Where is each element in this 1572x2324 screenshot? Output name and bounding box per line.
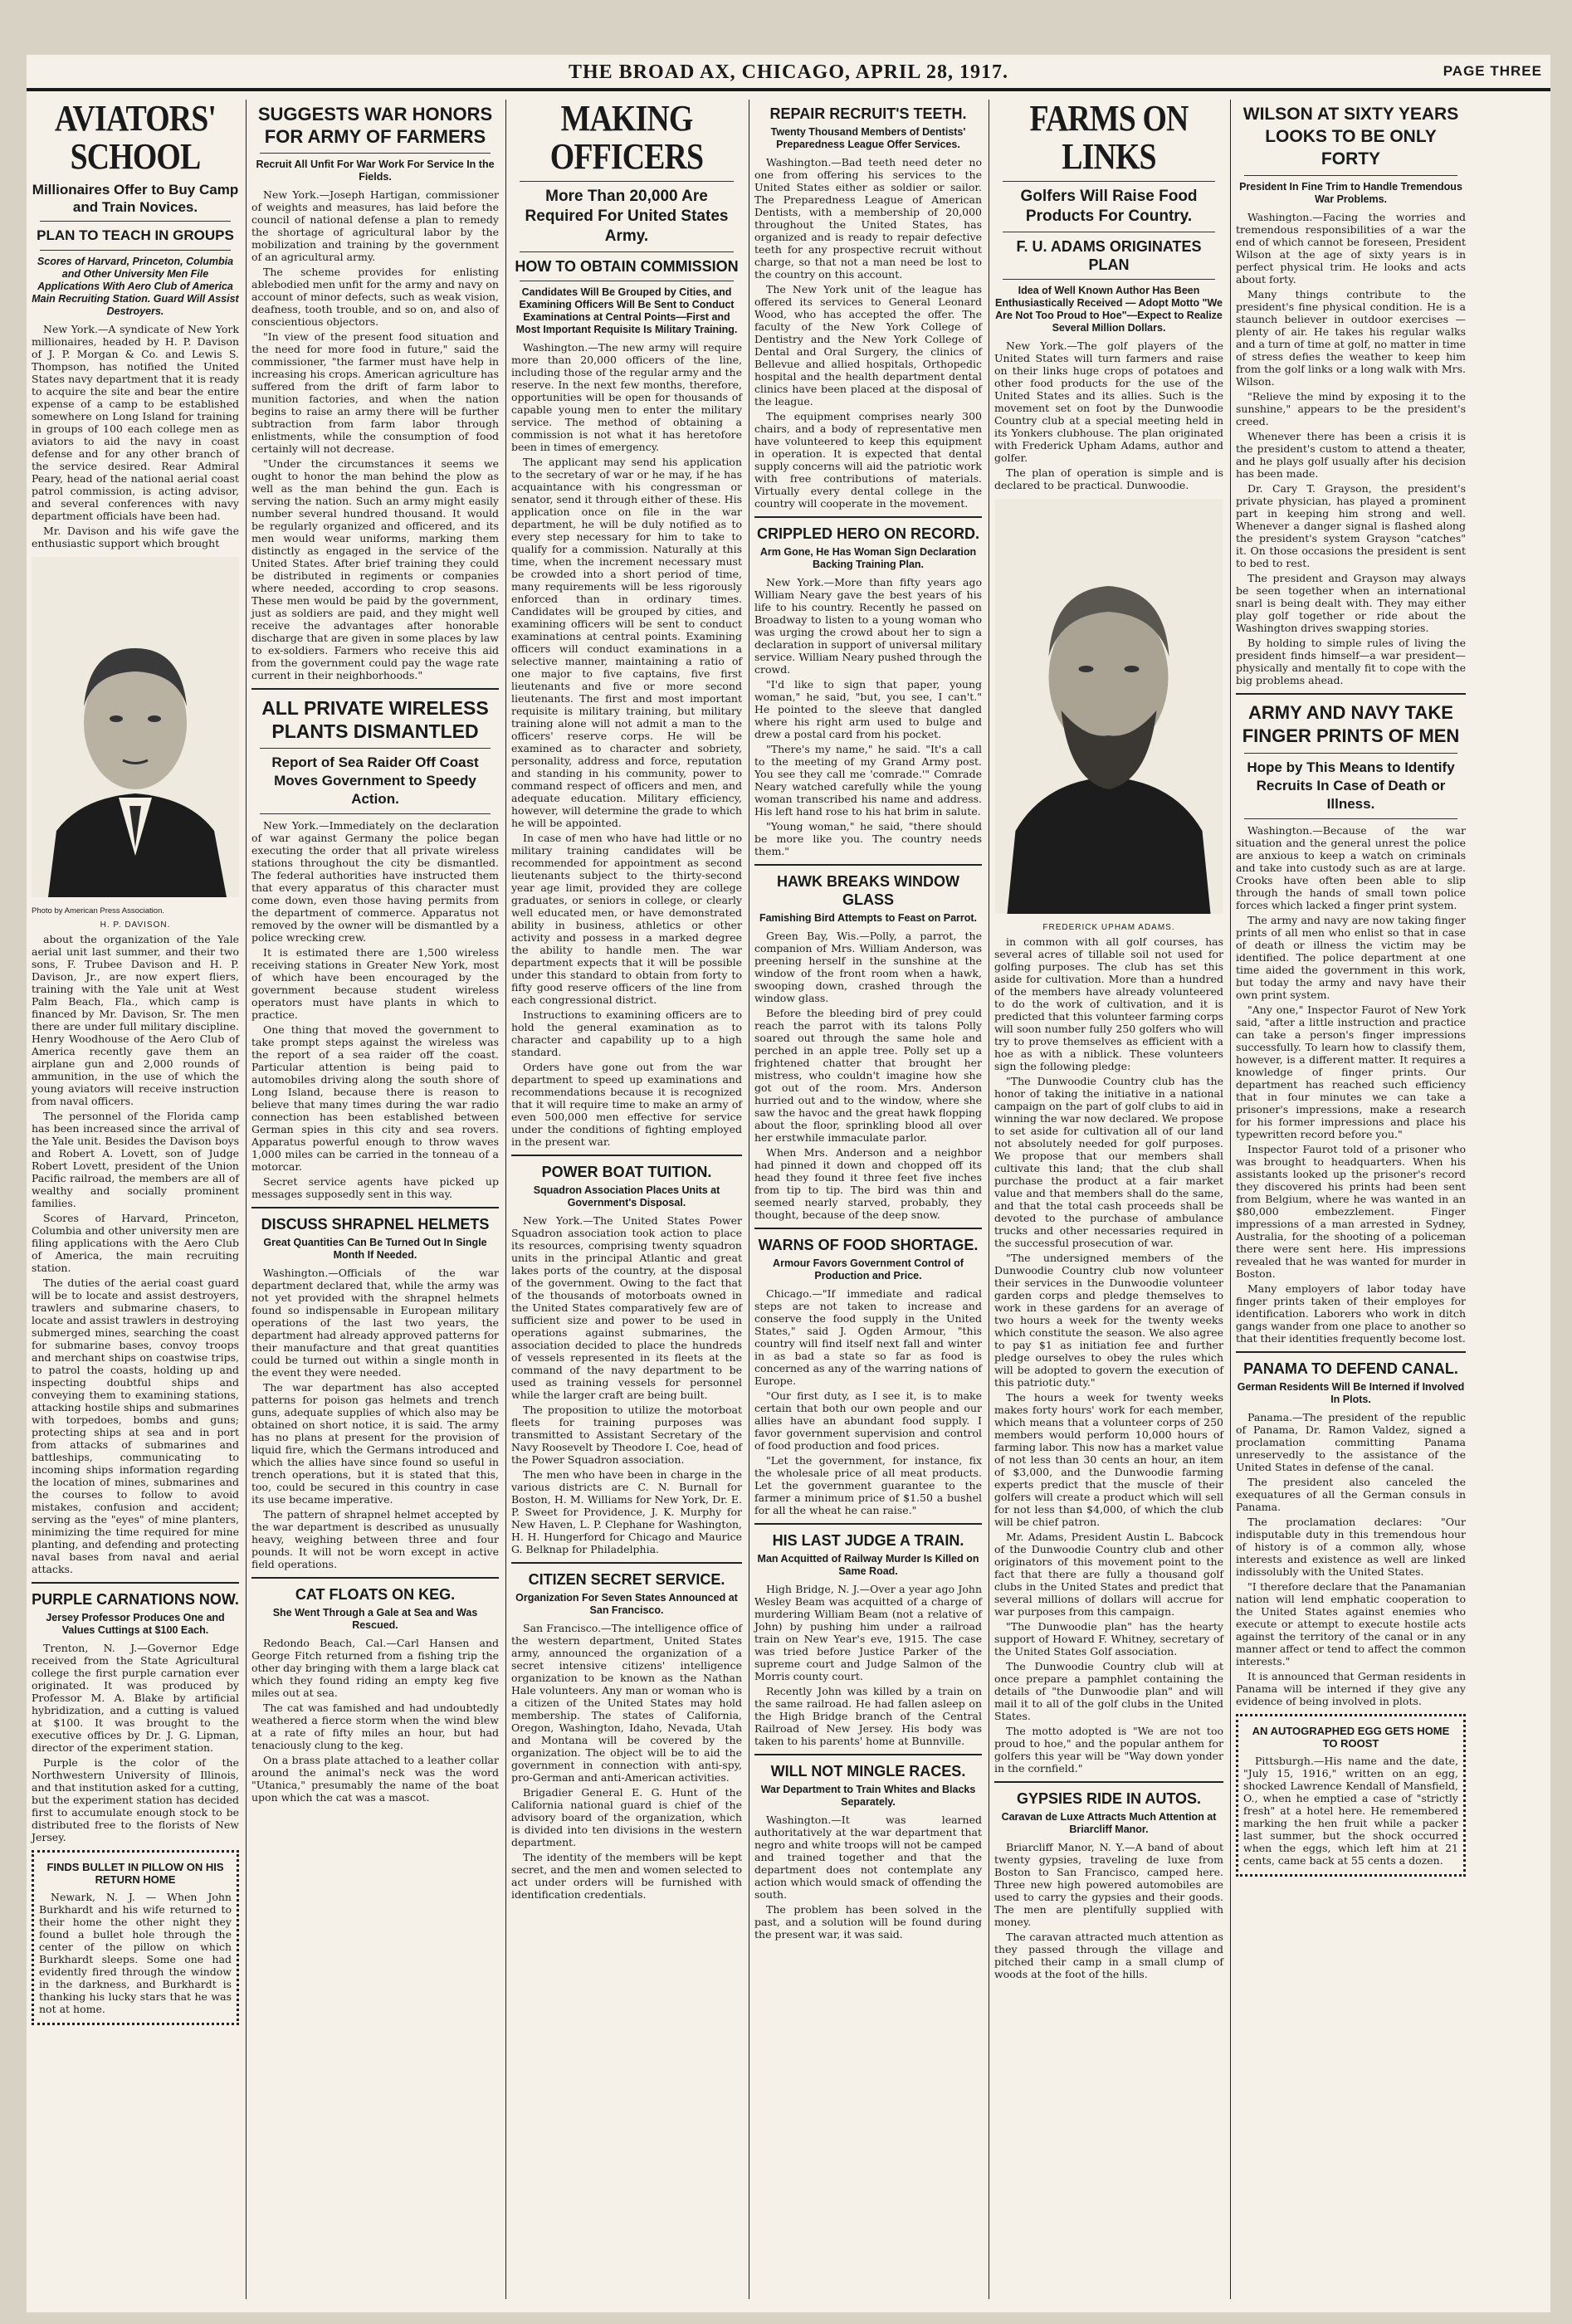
paragraph: The New York unit of the league has offered its services to General Leonard Wood, who has accepted the offer. The faculty of the New York College of Dentistry and the New York College of Dental and Oral Surgery, the clinics of Bellevue and allied hospitals, Orthopedic hospital and the health department dental clinics have been placed at the disposal of the league.	[754, 283, 982, 408]
deck-carnations: Jersey Professor Produces One and Values Cuttings at $100 Each.	[46, 1612, 225, 1636]
paragraph: In case of men who have had little or no military training candidates will be recommended for appointment as second lieutenants subject to the thirty-second year age limit, provided they are college graduates, or seniors in college, or clearly well educated men, or have demonstrated ability in business, athletics or other activity and possess in a marked degree the ability to handle men. The war department expects that it will be possible under this standard to obtain from forty to fifty good reserve officers of the line from each congressional district.	[511, 832, 742, 1006]
headline-farms-links: FARMS ON LINKS	[1029, 100, 1189, 177]
autographed-egg-box	[1236, 1714, 1466, 1877]
paragraph: The cat was famished and had undoubtedly weathered a fierce storm when the wind blew at a rate of fifty miles an hour, but had tenaciously clung to the keg.	[251, 1702, 499, 1751]
paragraph: San Francisco.—The intelligence office of the western department, United States army, announced the organization of a secret intensive citizens' intelligence organization to be known as the Nathan Hale volunteers. Any man or woman who is a citizen of the United States may hold membership. The states of California, Oregon, Washington, Idaho, Nevada, Utah and Montana will be covered by the organization. The object will be to aid the government in connection with anti-spy, pro-German and anti-American activities.	[511, 1622, 742, 1784]
column-1	[27, 100, 244, 2299]
paragraph: The pattern of shrapnel helmet accepted by the war department is described as unusually heavy, weighing between three and four pounds. It will not be worn except in active field operations.	[251, 1508, 499, 1570]
headline-power-boat: POWER BOAT TUITION.	[541, 1164, 712, 1180]
paragraph: Scores of Harvard, Princeton, Columbia and other university men are filing applications with the Aero Club of America, the main recruiting station.	[32, 1212, 239, 1274]
subhead-golfers: Golfers Will Raise Food Products For Country.	[1020, 188, 1198, 225]
paragraph: The plan of operation is simple and is declared to be practical. Dunwoodie.	[994, 466, 1223, 491]
deck-wilson: President In Fine Trim to Handle Tremendous War Problems.	[1239, 181, 1462, 205]
deck-farms-links: Idea of Well Known Author Has Been Enthusiastically Received — Adopt Motto "We Are Not Too Proud to Hoe"—Expect to Realize Several Million Dollars.	[994, 285, 1223, 334]
headline-mingle-races: WILL NOT MINGLE RACES.	[770, 1763, 966, 1780]
subhead-officers: More Than 20,000 Are Required For United States Army.	[525, 188, 729, 245]
masthead	[27, 61, 1550, 86]
divider	[1244, 753, 1457, 754]
deck-last-judge: Man Acquitted of Railway Murder Is Killed on Same Road.	[757, 1553, 979, 1577]
column-6	[1230, 100, 1471, 2299]
paragraph: Chicago.—"If immediate and radical steps are not taken to increase and conserve the food supply in the United States," said J. Ogden Armour, "this country will find itself next fall and winter in as bad a state so far as food is concerned as any of the warring nations of Europe.	[754, 1287, 982, 1387]
paragraph: "The Dunwoodie plan" has the hearty support of Howard F. Whitney, secretary of the United States Golf association.	[994, 1620, 1223, 1658]
paragraph: Pittsburgh.—His name and the date, "July 15, 1916," written on an egg, shocked Lawrence Kendall of Mansfield, O., when he emptied a case of "strictly fresh" at a hotel here. He remembered marking the hen fruit while a packer last summer, but the shock occurred when the eggs, which left him at 21 cents, came back at 55 cents a dozen.	[1243, 1755, 1458, 1867]
headline-gypsies: GYPSIES RIDE IN AUTOS.	[1016, 1790, 1202, 1807]
deck-cat: She Went Through a Gale at Sea and Was Rescued.	[272, 1607, 478, 1631]
paragraph: Trenton, N. J.—Governor Edge received from the State Agricultural college the first purple carnation ever originated. It was produced by Professor M. A. Blake by artificial hybridization, and a cutting is valued at $100. It was brought to the executive offices by Dr. J. G. Lipman, director of the experiment station.	[32, 1642, 239, 1754]
davison-portrait-photo	[32, 557, 239, 897]
subhead-adams: F. U. ADAMS ORIGINATES PLAN	[1016, 238, 1202, 273]
paragraph: Newark, N. J. — When John Burkhardt and his wife returned to their home the other night they found a bullet hole through the center of the pillow on which Burkhardt sleeps. Some one had evidently fired through the window in the darkness, and Burkhardt is thanking his lucky stars that he was not at home.	[39, 1891, 232, 2015]
paragraph: Mr. Davison and his wife gave the enthusiastic support which brought	[32, 525, 239, 549]
deck-panama: German Residents Will Be Interned if Involved In Plots.	[1237, 1381, 1465, 1405]
deck-hawk: Famishing Bird Attempts to Feast on Parrot.	[759, 912, 978, 924]
headline-secret-service: CITIZEN SECRET SERVICE.	[528, 1571, 725, 1588]
divider	[32, 1582, 239, 1584]
headline-finger-prints: ARMY AND NAVY TAKE FINGER PRINTS OF MEN	[1242, 702, 1460, 746]
divider	[994, 1781, 1223, 1783]
paragraph: Panama.—The president of the republic of Panama, Dr. Ramon Valdez, signed a proclamation committing Panama unreservedly to the assistance of the United States in defense of the canal.	[1236, 1411, 1466, 1473]
photo-credit: Photo by American Press Association.	[32, 906, 164, 915]
deck-officers: Candidates Will Be Grouped by Cities, and Examining Officers Will Be Sent to Conduct Examinations at Central Points—First and Most Important Requisite Is Military Training.	[515, 286, 738, 335]
paragraph: "The undersigned members of the Dunwoodie Country club now volunteer their services in the Dunwoodie volunteer garden corps and pledge themselves to work in these gardens for an average of two hours a week for the twenty weeks which constitute the season. We also agree to pay $1 as initiation fee and further pledge ourselves to obey the rules which will be adopted to govern the execution of this patriotic duty."	[994, 1252, 1223, 1389]
newspaper-page	[27, 55, 1550, 2312]
paragraph: Brigadier General E. G. Hunt of the California national guard is chief of the advisory board of the organization, which is divided into ten divisions in the western department.	[511, 1786, 742, 1848]
deck-wireless: Report of Sea Raider Off Coast Moves Government to Speedy Action.	[271, 754, 479, 807]
deck-crippled-hero: Arm Gone, He Has Woman Sign Declaration Backing Training Plan.	[759, 546, 977, 570]
headline-autographed-egg: AN AUTOGRAPHED EGG GETS HOME TO ROOST	[1252, 1725, 1450, 1750]
paragraph: High Bridge, N. J.—Over a year ago John Wesley Beam was acquitted of a charge of murdering William Beam (not a relative of John) by pushing him under a railroad train on New Year's eve, 1915. The case was tried before Justice Parker of the supreme court and Judge Salmon of the Morris county court.	[754, 1583, 982, 1682]
paragraph: The hours a week for twenty weeks makes forty hours' work for each member, which means that a volunteer corps of 250 members would perform 10,000 hours of farming labor. This now has a market value of not less than 30 cents an hour, an item of $3,000, and the Dunwoodie farming experts predict that the muscle of their golfers will create a product which will sell for not less than $4,000, of which the club will be chief patron.	[994, 1391, 1223, 1528]
paragraph: It is announced that German residents in Panama will be interned if they give any evidence of being involved in plots.	[1236, 1670, 1466, 1707]
deck-secret-service: Organization For Seven States Announced at San Francisco.	[515, 1592, 738, 1616]
paragraph: Before the bleeding bird of prey could reach the parrot with its talons Polly soared out through the same hole and perched in an apple tree. Polly set up a frightened chatter that brought her mistress, who couldn't imagine how she got out of the room. Mrs. Anderson hurried out and to the window, where she saw the havoc and the great hawk flopping about the floor, sprinkling blood all over her erstwhile immaculate parlor.	[754, 1007, 982, 1144]
headline-war-honors: SUGGESTS WAR HONORS FOR ARMY OF FARMERS	[257, 104, 493, 147]
paragraph: Many employers of labor today have finger prints taken of their employes for identification. Laborers who work in ditch gangs wander from one place to another so that their identities frequently become lost.	[1236, 1282, 1466, 1345]
divider	[40, 250, 231, 251]
headline-wireless: ALL PRIVATE WIRELESS PLANTS DISMANTLED	[261, 697, 489, 742]
headline-carnations: PURPLE CARNATIONS NOW.	[32, 1591, 239, 1608]
paragraph: Instructions to examining officers are to hold the general examination as to character and capability up to a high standard.	[511, 1008, 742, 1058]
paragraph: Inspector Faurot told of a prisoner who was brought to headquarters. When his assistants looked up the prisoner's record they discovered his prints had been sent from Belgium, where he was wanted in an $80,000 embezzlement. Finger impressions of a man arrested in Sydney, Australia, for the shooting of a policeman there were sent here. His impressions revealed that he was wanted for murder in Boston.	[1236, 1143, 1466, 1280]
column-4	[749, 100, 987, 2299]
divider	[1003, 181, 1215, 182]
headline-hawk: HAWK BREAKS WINDOW GLASS	[777, 873, 959, 908]
paragraph: New York.—The United States Power Squadron association took action to place its resources, comprising twenty squadron units in the principal Atlantic and great lakes ports of the country, at the disposal of the government. Owing to the fact that of the thousands of motorboats owned in the United States comparatively few are of sufficient size and power to be used in operations against submarines, the association decided to place the hundreds of vessels represented in its fleets at the command of the navy department to be used as training vessels for personnel while the larger craft are being built.	[511, 1214, 742, 1401]
paragraph: New York.—Joseph Hartigan, commissioner of weights and measures, has laid before the council of national defense a plan to remedy the shortage of agricultural labor by the mobilization and training by the government of an agricultural army.	[251, 188, 499, 263]
paragraph: The Dunwoodie Country club will at once prepare a pamphlet containing the details of "the Dunwoodie plan" and will mail it to all of the golf clubs in the United States.	[994, 1660, 1223, 1722]
adams-portrait-photo	[994, 499, 1223, 914]
deck-aviators: Scores of Harvard, Princeton, Columbia and Other University Men File Applications With Aero Club of America Main Recruiting Station. Guard Will Assist Destroyers.	[32, 256, 239, 317]
deck-war-honors: Recruit All Unfit For War Work For Service In the Fields.	[256, 159, 495, 183]
divider	[251, 1207, 499, 1208]
divider	[520, 251, 734, 252]
paragraph: Washington.—Because of the war situation and the general unrest the police are anxious to keep a watch on criminals and take into custody such as are at large. Crooks have often been able to slip through the hands of small town police forces which lacked a finger print system.	[1236, 824, 1466, 911]
headline-last-judge: HIS LAST JUDGE A TRAIN.	[772, 1532, 964, 1549]
headline-crippled-hero: CRIPPLED HERO ON RECORD.	[756, 525, 980, 542]
paragraph: "Our first duty, as I see it, is to make certain that both our own people and our allies have an abundant food supply. I favor government supervision and control of food production and food prices.	[754, 1389, 982, 1452]
paragraph: "There's my name," he said. "It's a call to the meeting of my Grand Army post. You see they call me 'comrade.'" Comrade Neary watched carefully while the young woman transcribed his name and address. His left hand rose to his hat brim in salute.	[754, 743, 982, 818]
paragraph: New York.—More than fifty years ago William Neary gave the best years of his life to his country. Recently he passed on Broadway to listen to a young woman who was urging the crowd about her to sign a declaration in support of universal military service. William Neary pushed through the crowd.	[754, 576, 982, 676]
divider	[260, 813, 491, 814]
paragraph: Orders have gone out from the war department to speed up examinations and recommendations because it is recognized that it will require time to make an army of even 500,000 men effective for service under the conditions of fighting employed in the present war.	[511, 1061, 742, 1148]
paragraph: New York.—A syndicate of New York millionaires, headed by H. P. Davison of J. P. Morgan & Co. and Lewis S. Thompson, has notified the United States navy department that it is ready to acquire the site and bear the entire expense of a camp to be established somewhere on Long Island for training in groups of 100 each college men as aviators to aid the navy in coast defense and for any other branch of the service desired. Rear Admiral Peary, head of the national aerial coast patrol commission, is acting advisor, and several conferences with navy department officials have been had.	[32, 323, 239, 522]
paragraph: "I therefore declare that the Panamanian nation will lend emphatic cooperation to the United States against enemies who execute or attempt to execute hostile acts against the territory of the canal or in any manner affect or tend to affect the common interests."	[1236, 1580, 1466, 1667]
paragraph: The personnel of the Florida camp has been increased since the arrival of the Yale unit. Besides the Davison boys and Robert A. Lovett, son of Judge Robert Lovett, president of the Union Pacific railroad, the members are all of wealthy and socially prominent families.	[32, 1110, 239, 1209]
paragraph: One thing that moved the government to take prompt steps against the wireless was the report of a sea raider off the coast. Particular attention is being paid to automobiles driving along the south shore of Long Island, because there is reason to believe that many times during the war radio connection has been established between German spies in this city and sea rovers. Apparatus powerful enough to throw waves 1,000 miles can be carried in the tonneau of a motorcar.	[251, 1023, 499, 1173]
paragraph: The army and navy are now taking finger prints of all men who enlist so that in case of death or illness the victim may be identified. The police department at one time aided the government in this work, but today the army and navy have their own print system.	[1236, 914, 1466, 1001]
column-5	[989, 100, 1228, 2299]
paragraph: The proclamation declares: "Our indisputable duty in this tremendous hour of history is of a common ally, whose interests and existence as well are linked indissolubly with the United States.	[1236, 1516, 1466, 1578]
paragraph: The identity of the members will be kept secret, and the men and women selected to act under orders will be furnished with identification credentials.	[511, 1851, 742, 1901]
paragraph: The caravan attracted much attention as they passed through the village and pitched their camp in a small clump of woods at the foot of the hills.	[994, 1931, 1223, 1980]
paragraph: The proposition to utilize the motorboat fleets for training purposes was transmitted to Assistant Secretary of the Navy Roosevelt by Theodore I. Coe, head of the Power Squadron association.	[511, 1404, 742, 1466]
divider	[260, 153, 491, 154]
paragraph: Green Bay, Wis.—Polly, a parrot, the companion of Mrs. William Anderson, was preening herself in the sunshine at the window of the front room when a hawk, swooping down, crashed through the window glass.	[754, 930, 982, 1004]
paragraph: "Under the circumstances it seems we ought to honor the man behind the plow as well as the man behind the gun. Each is serving the nation. Such an army might easily number several hundred thousand. It would be regularly organized and officered, and its men would wear uniforms, marking them distinctly as engaged in the service of the United States. After brief training they could be distributed in regiments or companies where needed, according to crop seasons. These men would be paid by the government, just as soldiers are paid, and they might well receive the advantages after honorable discharge that are given in some places by law to ex-soldiers. Farmers who receive this aid from the government could pay the wage rate current in their neighborhoods."	[251, 457, 499, 681]
paragraph: By holding to simple rules of living the president finds himself—a war president—physically and mentally fit to cope with the big problems ahead.	[1236, 637, 1466, 686]
paragraph: The president and Grayson may always be seen together when an international snarl is being dealt with. They may either play golf together or ride about the Washington drives swapping stories.	[1236, 572, 1466, 634]
paragraph: "Any one," Inspector Faurot of New York said, "after a little instruction and practice can take a person's finger impressions successfully. To learn how to classify them, however, is a different matter. It requires a knowledge of finger prints. Our department has reached such efficiency that in four minutes we can take a prisoner's impressions, make a research for his former impressions and place his typewritten record before you."	[1236, 1003, 1466, 1140]
paragraph: Dr. Cary T. Grayson, the president's private physician, has played a prominent part in keeping him strong and well. Whenever a danger signal is flashed along the president's system Grayson "catches" it. On those occasions the president is sent to bed to rest.	[1236, 482, 1466, 569]
deck-gypsies: Caravan de Luxe Attracts Much Attention at Briarcliff Manor.	[1001, 1811, 1217, 1835]
paragraph: On a brass plate attached to a leather collar around the animal's neck was the word "Utanica," presumably the name of the boat upon which the cat was a mascot.	[251, 1754, 499, 1804]
paragraph: "Let the government, for instance, fix the wholesale price of all meat products. Let the government guarantee to the farmer a minimum price of $1.50 a bushel for all the wheat he can raise."	[754, 1454, 982, 1516]
headline-officers: MAKING OFFICERS	[549, 100, 704, 177]
divider	[511, 1562, 742, 1564]
divider	[1003, 279, 1215, 280]
divider	[1244, 175, 1457, 176]
paragraph: The duties of the aerial coast guard will be to locate and assist destroyers, trawlers and submarine chasers, to locate and assist trawlers in destroying submerged mines, searching the coast for submarine bases, convoy troops and merchant ships on coastwise trips, to patrol the coasts, holding up and inspecting doubtful ships and conveying them to examining stations, attacking hostile ships and submarines with torpedoes, bombs and guns; protecting ships at sea and in port from attacks of submarines and battleships, communicating to incoming ships information regarding the location of mines, submarines and the courses to follow to avoid mistakes, confusion and accident; serving as the "eyes" of mine planters, minimizing the time required for mine planting, and defending and protecting naval bases from naval and aerial attacks.	[32, 1277, 239, 1575]
headline-teeth: REPAIR RECRUIT'S TEETH.	[769, 105, 967, 122]
paragraph: "In view of the present food situation and the need for more food in future," said the commissioner, "the farmer must have help in increasing his crops. American agriculture has suffered from the drift of farm labor to munition factories, and when the nation begins to raise an army there will be further subtraction from farm labor through enlistments, while the consumption of food certainly will not decrease.	[251, 330, 499, 455]
headline-panama: PANAMA TO DEFEND CANAL.	[1243, 1360, 1458, 1377]
paragraph: Many things contribute to the president's fine physical condition. He is a staunch believer in outdoor exercises —plenty of air. He takes his regular walks and a turn of time at golf, no matter in time of stress defies the weather to keep him from the golf links or a long walk with Mrs. Wilson.	[1236, 288, 1466, 388]
divider	[1244, 818, 1457, 819]
paragraph: The applicant may send his application to the secretary of war or he may, if he has acquaintance with his congressman or senator, send it through either of these. His application once on file in the war department, he will be duly notified as to every step necessary for him to take to qualify for a commission. Naturally at this time, when the increment necessary must be crowded into a short period of time, many requirements will be less rigorously enforced than in ordinary times. Candidates will be grouped by cities, and examining officers will be sent to conduct examinations at central points. Examining officers will conduct examinations in a selective manner, maintaining a ratio of one major to five captains, five first lieutenants and five or more second lieutenants. The first and most important requisite is military training, but military training alone will not admit a man to the officers' reserve corps. He will be examined as to character and sobriety, personality, address and force, reputation and standing in his community, power to command respect of officers and men, and adequate education. Military efficiency, however, will determine the grade to which he will be appointed.	[511, 456, 742, 829]
headline-shrapnel: DISCUSS SHRAPNEL HELMETS	[261, 1216, 490, 1233]
paragraph: Briarcliff Manor, N. Y.—A band of about twenty gypsies, traveling de luxe from Boston to San Francisco, camped here. Three new high powered automobiles are used to carry the gypsies and their goods. The men are plentifully supplied with money.	[994, 1841, 1223, 1928]
photo-caption: FREDERICK UPHAM ADAMS.	[1042, 923, 1175, 932]
divider	[520, 181, 734, 182]
divider	[40, 221, 231, 222]
paragraph: "Relieve the mind by exposing it to the sunshine," appears to be the president's creed.	[1236, 390, 1466, 427]
deck-mingle-races: War Department to Train Whites and Blacks Separately.	[760, 1784, 976, 1808]
page-number: PAGE THREE	[1443, 63, 1542, 79]
subhead-commission: HOW TO OBTAIN COMMISSION	[515, 258, 739, 275]
paragraph: Recently John was killed by a train on the same railroad. He had fallen asleep on the High Bridge branch of the Central Railroad of New Jersey. His body was taken to his parents' home at Bunnville.	[754, 1685, 982, 1747]
divider	[251, 688, 499, 690]
paragraph: Washington.—The new army will require more than 20,000 officers of the line, including those of the regular army and the reserve. In the next few months, therefore, opportunities will be open for thousands of capable young men to enter the military service. The method of obtaining a commission is not what it has heretofore been in times of emergency.	[511, 341, 742, 453]
masthead-title: THE BROAD AX, CHICAGO, APRIL 28, 1917.	[568, 61, 1009, 83]
paragraph: The war department has also accepted patterns for poison gas helmets and trench guns, adequate supplies of which also may be obtained on short notice, it is said. The army has no plans at present for the provision of liquid fire, which the Germans introduced and which the allies have since found so useful in trench operations, but it is stated that this, too, could be secured in this country in case its use became imperative.	[251, 1381, 499, 1506]
divider	[260, 748, 491, 749]
paragraph: Washington.—Officials of the war department declared that, while the army was not yet provided with the shrapnel helmets found so indispensable in European military operations of the last two years, the department had already approved patterns for their manufacture and that great quantities could be turned out within a single month in the event they were needed.	[251, 1267, 499, 1379]
paragraph: Redondo Beach, Cal.—Carl Hansen and George Fitch returned from a fishing trip the other day bringing with them a large black cat which they found riding an empty keg five miles out at sea.	[251, 1637, 499, 1699]
headline-wilson: WILSON AT SIXTY YEARS LOOKS TO BE ONLY FORTY	[1242, 105, 1459, 168]
divider	[754, 1523, 982, 1525]
deck-power-boat: Squadron Association Places Units at Government's Disposal.	[533, 1184, 720, 1208]
divider	[1236, 693, 1466, 695]
divider	[754, 1228, 982, 1229]
paragraph: Washington.—It was learned authoritatively at the war department that negro and white troops will not be camped and trained together and that the department does not contemplate any action which would smack of offending the south.	[754, 1814, 982, 1901]
paragraph: Mr. Adams, President Austin L. Babcock of the Dunwoodie Country club and other originators of this movement point to the fact that there are fully a thousand golf clubs in the United States and predict that several millions of dollars will accrue for war purposes from this campaign.	[994, 1531, 1223, 1618]
paragraph: about the organization of the Yale aerial unit last summer, and their two sons, F. Trubee Davison and H. P. Davison, Jr., are now expert fliers, training with the Yale unit at West Palm Beach, Fla., which camp is financed by Mr. Davison, Sr. The men there are under full military discipline. Henry Woodhouse of the Aero Club of America recently gave them an airplane gun and 2,000 rounds of ammunition, in the use of which the young aviators will receive instruction from naval officers.	[32, 933, 239, 1107]
headline-bullet-pillow: FINDS BULLET IN PILLOW ON HIS RETURN HOME	[46, 1861, 224, 1886]
headline-food-shortage: WARNS OF FOOD SHORTAGE.	[758, 1237, 979, 1253]
paragraph: "The Dunwoodie Country club has the honor of taking the initiative in a national campaign on the part of golf clubs to aid in winning the war now declared. We propose to set aside for cultivation all of our land not absolutely needed for golf purposes. We propose that our members shall cultivate this land; that the club shall purchase the product at a fair market value and that members shall do the same, and that the total cash proceeds shall be devoted to the purchase of ambulance trucks and other necessaries required in the successful prosecution of war.	[994, 1075, 1223, 1249]
paragraph: The problem has been solved in the past, and a solution will be found during the present war, it was said.	[754, 1903, 982, 1941]
paragraph: When Mrs. Anderson and a neighbor had pinned it down and chopped off its head they found it three feet five inches from tip to tip. The bird was thin and seemed nearly starved, probably, they thought, because of the deep snow.	[754, 1146, 982, 1221]
divider	[754, 516, 982, 518]
deck-food-shortage: Armour Favors Government Control of Production and Price.	[773, 1257, 964, 1282]
divider	[754, 1754, 982, 1755]
paragraph: The equipment comprises nearly 300 chairs, and a body of representative men have volunteered to keep this equipment in operation. It is expected that dental supply concerns will aid the patriotic work with free contributions of materials. Virtually every dental college in the country will cooperate in the movement.	[754, 410, 982, 510]
paragraph: New York.—The golf players of the United States will turn farmers and raise on their links huge crops of potatoes and other food products for the use of the United States and its allies. Such is the movement set on foot by the Dunwoodie Country club at a special meeting held in its Yonkers clubhouse. The plan originated with Frederick Upham Adams, author and golfer.	[994, 339, 1223, 464]
paragraph: The scheme provides for enlisting ablebodied men unfit for the army and navy on account of minor defects, such as weak vision, deafness, tooth trouble, and so on, and also of conscientious objectors.	[251, 266, 499, 328]
paragraph: The motto adopted is "We are not too proud to hoe," and the popular anthem for golfers this year will be "Way down yonder in the cornfield."	[994, 1725, 1223, 1775]
deck-finger-prints: Hope by This Means to Identify Recruits In Case of Death or Illness.	[1247, 759, 1455, 812]
paragraph: The president also canceled the exequatures of all the German consuls in Panama.	[1236, 1476, 1466, 1513]
subhead-plan: PLAN TO TEACH IN GROUPS	[37, 227, 234, 243]
divider	[511, 1155, 742, 1156]
masthead-rule	[27, 88, 1550, 91]
paragraph: "Young woman," he said, "there should be more like you. The country needs them."	[754, 820, 982, 857]
headline-cat: CAT FLOATS ON KEG.	[295, 1586, 456, 1603]
divider	[251, 1577, 499, 1579]
column-3	[505, 100, 747, 2299]
paragraph: in common with all golf courses, has several acres of tillable soil not used for golfing purposes. The club has set this aside for cultivation. More than a hundred of the members have already volunteered to do the work of cultivation, and it is predicted that this volunteer farming corps will soon number fully 250 golfers who will try to prove themselves as efficient with a hoe as with a niblick. These volunteers sign the following pledge:	[994, 935, 1223, 1072]
divider	[754, 864, 982, 866]
paragraph: The men who have been in charge in the various districts are C. N. Burnall for Boston, H. M. Williams for New York, Dr. E. P. Sweet for Providence, J. K. Murphy for New Haven, L. P. Clephane for Washington, H. H. Hungerford for Chicago and Maurice G. Belknap for Philadelphia.	[511, 1468, 742, 1555]
divider	[1236, 1351, 1466, 1353]
photo-caption: H. P. DAVISON.	[100, 920, 171, 930]
subhead-aviators: Millionaires Offer to Buy Camp and Train Novices.	[32, 182, 239, 215]
headline-aviators: AVIATORS' SCHOOL	[54, 100, 217, 177]
paragraph: New York.—Immediately on the declaration of war against Germany the police began executing the order that all private wireless stations throughout the city be dismantled. The federal authorities have instructed them that every apparatus of this character must come down, even those having permits from the department of commerce. Apparatus not removed by the owner will be dismantled by a police wrecking crew.	[251, 819, 499, 944]
paragraph: Purple is the color of the Northwestern University of Illinois, and that institution asked for a cutting, but the experiment station has decided first to accumulate enough stock to be distributed free to the florists of New Jersey.	[32, 1756, 239, 1843]
paragraph: Whenever there has been a crisis it is the president's custom to attend a theater, and he plays golf usually after his decision has been made.	[1236, 430, 1466, 480]
bullet-pillow-box	[32, 1850, 239, 2025]
paragraph: It is estimated there are 1,500 wireless receiving stations in Greater New York, most of which have been encouraged by the government because student wireless operators must have plants in which to practice.	[251, 946, 499, 1021]
paragraph: Washington.—Bad teeth need deter no one from offering his services to the United States either as soldier or sailor. The Preparedness League of American Dentists, with a membership of 20,000 throughout the United States, has organized and is ready to repair defective teeth for any prospective recruit without charge, so that not a man need be lost to the country on this account.	[754, 156, 982, 281]
paragraph: "I'd like to sign that paper, young woman," he said, "but, you see, I can't." He pointed to the sleeve that dangled where his right arm used to bulge and drew a postal card from his pocket.	[754, 678, 982, 740]
paragraph: Secret service agents have picked up messages supposedly sent in this way.	[251, 1175, 499, 1200]
deck-teeth: Twenty Thousand Members of Dentists' Preparedness League Offer Services.	[770, 126, 966, 150]
deck-shrapnel: Great Quantities Can Be Turned Out In Single Month If Needed.	[263, 1237, 487, 1261]
column-2	[246, 100, 504, 2299]
paragraph: Washington.—Facing the worries and tremendous responsibilities of a war the end of which cannot be foreseen, President Wilson at the age of sixty years is in perfect physical trim. He looks and acts about forty.	[1236, 211, 1466, 286]
